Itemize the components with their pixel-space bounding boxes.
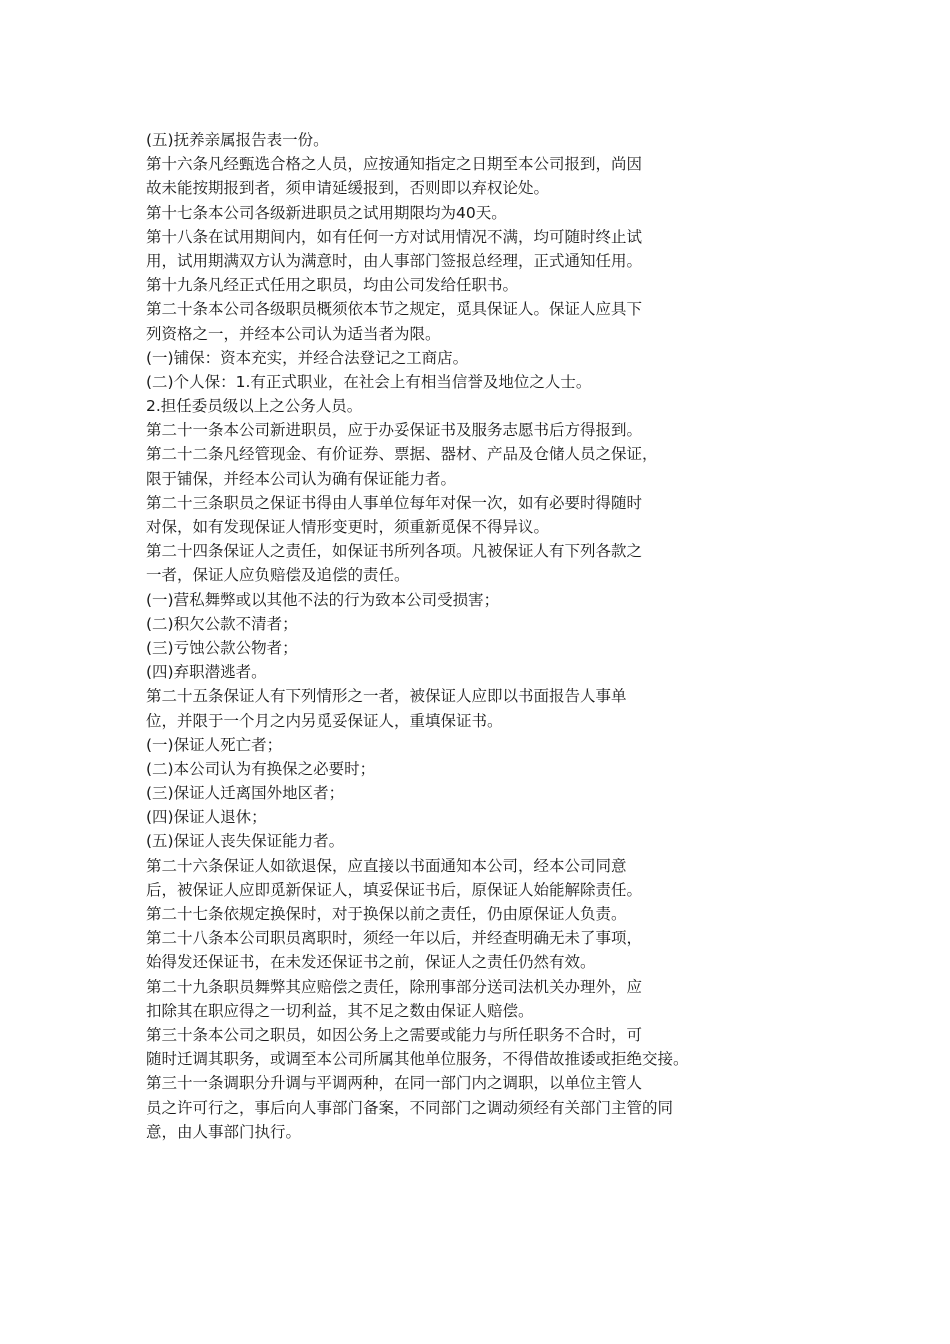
text-line: 第二十二条凡经管现金、有价证券、票据、器材、产品及仓储人员之保证， [146,445,658,464]
text-line: 第二十五条保证人有下列情形之一者，被保证人应即以书面报告人事单 [146,687,627,706]
document-body [146,128,826,1144]
text-line: (三)亏蚀公款公物者； [146,638,298,657]
text-line: 后，被保证人应即觅新保证人，填妥保证书后，原保证人始能解除责任。 [146,880,643,899]
text-line: 第二十一条本公司新进职员，应于办妥保证书及服务志愿书后方得报到。 [146,421,643,440]
text-line: (四)弃职潜逃者。 [146,663,267,682]
text-line: 第三十条本公司之职员，如因公务上之需要或能力与所任职务不合时，可 [146,1025,643,1044]
text-line: 意，由人事部门执行。 [146,1122,302,1141]
text-line: (二)积欠公款不清者； [146,614,298,633]
text-line: 第十八条在试用期间内，如有任何一方对试用情况不满，均可随时终止试 [146,227,643,246]
text-line: (一)铺保：资本充实，并经合法登记之工商店。 [146,348,469,367]
text-line: 用，试用期满双方认为满意时，由人事部门签报总经理，正式通知任用。 [146,251,643,270]
text-line: 2.担任委员级以上之公务人员。 [146,397,363,416]
text-line: 始得发还保证书，在未发还保证书之前，保证人之责任仍然有效。 [146,953,596,972]
text-line: 第二十九条职员舞弊其应赔偿之责任，除刑事部分送司法机关办理外，应 [146,977,643,996]
text-line: 第二十七条依规定换保时，对于换保以前之责任，仍由原保证人负责。 [146,905,627,923]
text-line: 限于铺保，并经本公司认为确有保证能力者。 [146,469,457,488]
text-line: (一)保证人死亡者； [146,735,283,754]
text-line: 故未能按期报到者，须申请延缓报到，否则即以弃权论处。 [146,179,550,198]
text-line: 扣除其在职应得之一切利益，其不足之数由保证人赔偿。 [146,1001,534,1020]
text-line: 第二十三条职员之保证书得由人事单位每年对保一次，如有必要时得随时 [146,493,643,512]
text-line: 第二十四条保证人之责任，如保证书所列各项。凡被保证人有下列各款之 [146,542,643,561]
text-line: (五)保证人丧失保证能力者。 [146,832,345,851]
text-line: 第二十八条本公司职员离职时，须经一年以后，并经查明确无未了事项， [146,929,643,948]
text-line: (五)抚养亲属报告表一份。 [146,131,329,149]
text-line: 第二十条本公司各级职员概须依本节之规定，觅具保证人。保证人应具下 [146,300,643,319]
text-line: 第十六条凡经甄选合格之人员，应按通知指定之日期至本公司报到，尚因 [146,155,643,174]
text-line: (四)保证人退休； [146,808,267,827]
text-line: 第十七条本公司各级新进职员之试用期限均为40天。 [146,203,507,222]
text-line: 第三十一条调职分升调与平调两种，在同一部门内之调职，以单位主管人 [146,1074,643,1093]
text-line: 随时迁调其职务，或调至本公司所属其他单位服务，不得借故推诿或拒绝交接。 [146,1050,689,1069]
text-line: 一者，保证人应负赔偿及追偿的责任。 [146,566,410,585]
text-line: (三)保证人迁离国外地区者； [146,784,345,803]
text-line: (一)营私舞弊或以其他不法的行为致本公司受损害； [146,590,500,609]
text-line: 对保，如有发现保证人情形变更时，须重新觅保不得异议。 [146,518,550,536]
text-line: (二)个人保：1.有正式职业，在社会上有相当信誉及地位之人士。 [146,372,592,391]
text-line: (二)本公司认为有换保之必要时； [146,759,376,778]
text-line: 第二十六条保证人如欲退保，应直接以书面通知本公司，经本公司同意 [146,856,627,875]
text-line: 员之许可行之，事后向人事部门备案，不同部门之调动须经有关部门主管的同 [146,1098,674,1117]
text-line: 位，并限于一个月之内另觅妥保证人，重填保证书。 [146,711,503,730]
text-line: 第十九条凡经正式任用之职员，均由公司发给任职书。 [146,276,519,295]
text-line: 列资格之一，并经本公司认为适当者为限。 [146,324,441,343]
